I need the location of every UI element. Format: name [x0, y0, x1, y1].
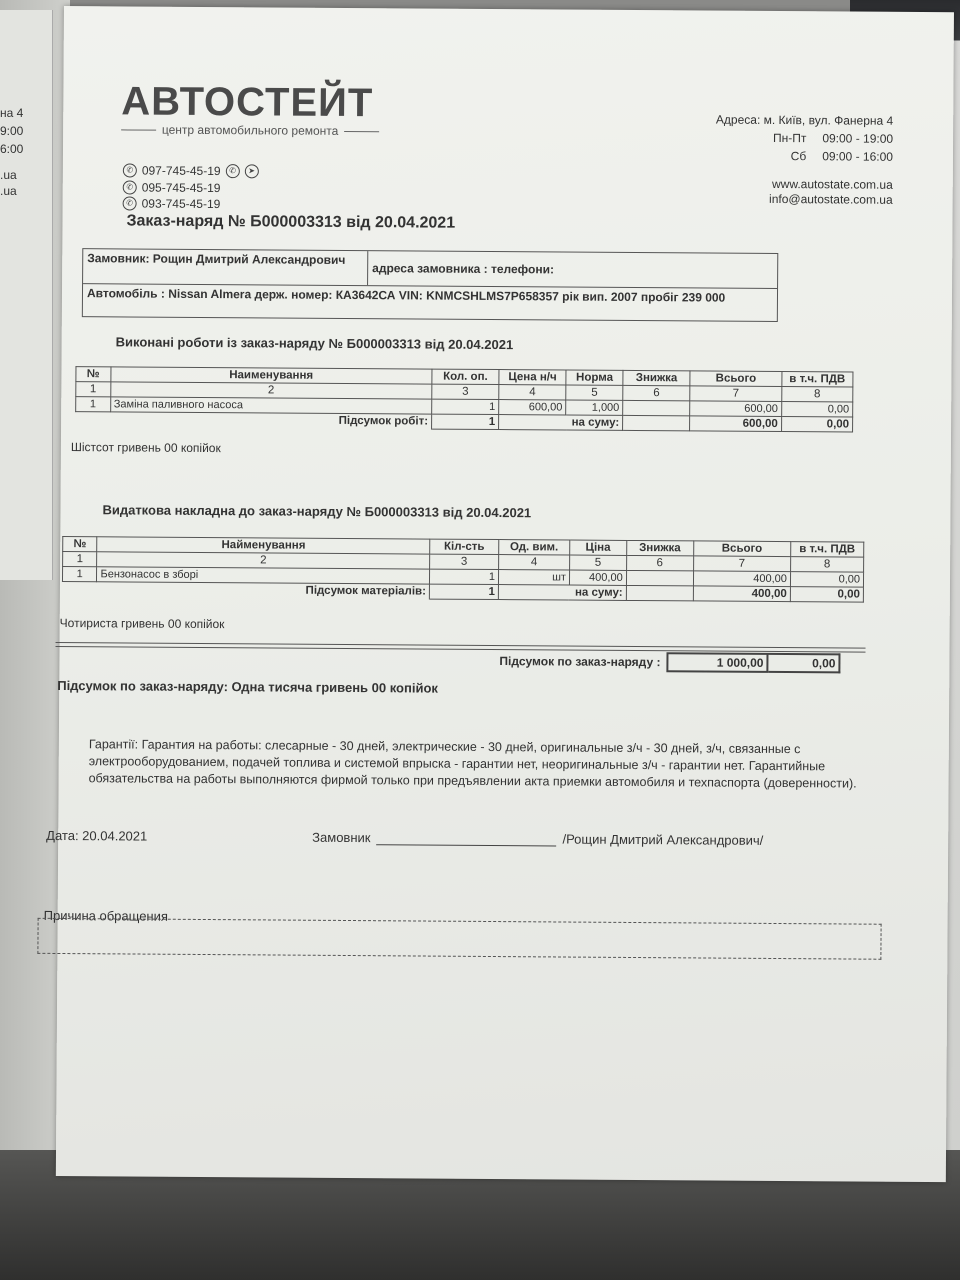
- sum-label: на суму:: [498, 585, 626, 601]
- company-website: www.autostate.com.ua: [771, 176, 893, 192]
- works-table: [75, 366, 853, 432]
- order-document: [43, 6, 954, 1182]
- total-divider: [56, 642, 866, 653]
- row-price: 600,00: [499, 400, 566, 415]
- logo-rule: [121, 129, 156, 130]
- subtotal-total: 600,00: [690, 416, 782, 432]
- subtotal-total: 400,00: [693, 586, 790, 602]
- phone-number: 097-745-45-19: [141, 163, 221, 179]
- background-text: 6:00: [0, 142, 24, 156]
- company-logo: [121, 80, 379, 138]
- client-signature-name: /Рощин Дмитрий Александрович/: [562, 831, 764, 848]
- row-qty: 1: [430, 569, 499, 584]
- schedule-days: Сб: [790, 149, 807, 164]
- phone-icon: ✆: [123, 180, 137, 194]
- subtotal-label: Підсумок матеріалів:: [62, 582, 429, 600]
- guarantee-text: Гарантії: Гарантия на работы: слесарные - 30 дней, электрические - 30 дней, оригинальные з/ч - 30 дней, з/ч, связанные с электрооборудованием, подачей топлива и системой впрыска - гарантии нет, неоригинальные з/ч - гарантии нет. Гарантийные обязательства на работы выполняются фирмой только при предъявлении акта приемки автомобиля и техпаспорта (доверенности).: [88, 737, 857, 791]
- sum-label: на суму:: [499, 415, 623, 431]
- order-title: Заказ-наряд № Б000003313 від 20.04.2021: [126, 212, 456, 232]
- background-text: .ua: [0, 168, 17, 182]
- schedule-hours: 09:00 - 16:00: [822, 149, 894, 164]
- background-text: 9:00: [0, 124, 24, 138]
- schedule-hours: 09:00 - 19:00: [822, 131, 894, 146]
- signature-line: [376, 832, 556, 846]
- reason-label: Причина обращения: [43, 907, 168, 924]
- customer-name: Замовник: Рощин Дмитрий Александрович: [83, 249, 368, 285]
- viber-icon: ✆: [226, 164, 240, 178]
- phone-icon: ✆: [123, 164, 137, 178]
- column-number: 2: [97, 552, 430, 569]
- customer-box: [82, 248, 778, 322]
- telegram-icon: ➤: [245, 165, 259, 179]
- client-signature-label: Замовник: [312, 829, 371, 846]
- reason-field: [37, 918, 881, 960]
- table-header: Ціна: [570, 540, 627, 555]
- table-header: Всього: [690, 371, 782, 387]
- column-number: 8: [782, 387, 853, 402]
- grand-total-label: Підсумок по заказ-наряду :: [499, 654, 661, 670]
- row-unit: шт: [498, 570, 569, 585]
- company-name: АВТОСТЕЙТ: [121, 79, 374, 126]
- column-number: 8: [791, 557, 864, 573]
- subtotal-label: Підсумок робіт:: [76, 412, 432, 429]
- column-number: 1: [63, 552, 98, 567]
- background-text: на 4: [0, 106, 24, 120]
- company-email: info@autostate.com.ua: [769, 191, 893, 207]
- table-header: Цена н/ч: [499, 370, 566, 385]
- table-header: Знижка: [626, 540, 693, 555]
- logo-rule: [344, 130, 379, 131]
- grand-total-vat: 0,00: [768, 653, 840, 674]
- materials-total-in-words: Чотириста гривень 00 копійок: [59, 615, 225, 632]
- company-address: Адреса: м. Київ, вул. Фанерна 4: [715, 112, 894, 128]
- column-number: 7: [690, 386, 782, 402]
- customer-address-phones: адреса замовника : телефони:: [372, 261, 555, 277]
- row-qty: 1: [432, 399, 499, 414]
- background-sheet: [0, 10, 53, 580]
- document-date: Дата: 20.04.2021: [46, 827, 148, 844]
- row-discount: [626, 570, 693, 585]
- background-text: .ua: [0, 184, 17, 198]
- table-header: в т.ч. ПДВ: [782, 372, 853, 387]
- row-norm: 1,000: [566, 400, 623, 415]
- table-header: в т.ч. ПДВ: [791, 542, 864, 558]
- column-number: 7: [693, 556, 790, 572]
- column-number: 3: [430, 554, 499, 569]
- materials-title: Видаткова накладна до заказ-наряду № Б000003313 від 20.04.2021: [102, 502, 532, 521]
- row-number: 1: [62, 567, 97, 582]
- works-title: Виконані роботи із заказ-наряду № Б000003313 від 20.04.2021: [115, 334, 514, 353]
- row-total: 600,00: [690, 401, 782, 417]
- phone-icon: ✆: [123, 197, 137, 211]
- table-header: №: [76, 367, 111, 382]
- column-number: 4: [499, 555, 570, 570]
- row-vat: 0,00: [790, 572, 863, 588]
- row-name: Заміна паливного насоса: [110, 397, 431, 414]
- table-header: Всього: [693, 541, 790, 557]
- works-total-in-words: Шістсот гривень 00 копійок: [70, 440, 221, 456]
- subtotal-vat: 0,00: [781, 417, 852, 432]
- client-signature: [312, 830, 763, 848]
- column-number: 2: [110, 382, 431, 399]
- company-tagline: центр автомобильного ремонта: [161, 122, 339, 138]
- company-web-block: [769, 177, 893, 208]
- column-number: 5: [570, 555, 627, 570]
- materials-table: [62, 536, 864, 603]
- column-number: 3: [432, 384, 499, 399]
- schedule-row: [716, 147, 893, 166]
- column-number: 5: [566, 385, 623, 400]
- phone-number: 093-745-45-19: [141, 196, 221, 212]
- subtotal-qty: 1: [429, 584, 498, 599]
- row-discount: [623, 400, 690, 415]
- column-number: 6: [626, 555, 693, 570]
- phone-list: [123, 162, 259, 212]
- schedule-days: Пн-Пт: [772, 130, 807, 146]
- subtotal-qty: 1: [432, 414, 499, 429]
- table-header: Кіл-сть: [430, 539, 499, 554]
- table-header: Наименування: [110, 367, 431, 384]
- table-header: Найменування: [97, 537, 430, 554]
- table-header: Кол. оп.: [432, 369, 499, 384]
- phone-number: 095-745-45-19: [141, 180, 221, 195]
- column-number: 6: [623, 385, 690, 400]
- grand-total-value: 1 000,00: [666, 652, 768, 673]
- row-vat: 0,00: [781, 402, 852, 417]
- column-number: 4: [499, 385, 566, 400]
- row-price: 400,00: [569, 570, 626, 585]
- row-number: 1: [76, 397, 111, 412]
- company-address-block: [716, 111, 894, 166]
- row-name: Бензонасос в зборі: [97, 567, 430, 584]
- grand-total-row: [499, 651, 840, 673]
- row-total: 400,00: [693, 571, 790, 587]
- table-header: Норма: [566, 370, 623, 385]
- vehicle-info: Автомобіль : Nissan Almera держ. номер: КА3642СА VIN: KNMCSHLMS7P658357 рік вип. 2007 пробіг 239 000: [86, 286, 726, 305]
- table-header: Знижка: [623, 370, 690, 385]
- schedule-row: [716, 129, 893, 148]
- subtotal-vat: 0,00: [790, 587, 863, 603]
- table-header: Од. вим.: [499, 540, 570, 555]
- grand-total-in-words: Підсумок по заказ-наряду: Одна тисяча гривень 00 копійок: [57, 677, 439, 696]
- table-header: №: [63, 537, 98, 552]
- column-number: 1: [76, 382, 111, 397]
